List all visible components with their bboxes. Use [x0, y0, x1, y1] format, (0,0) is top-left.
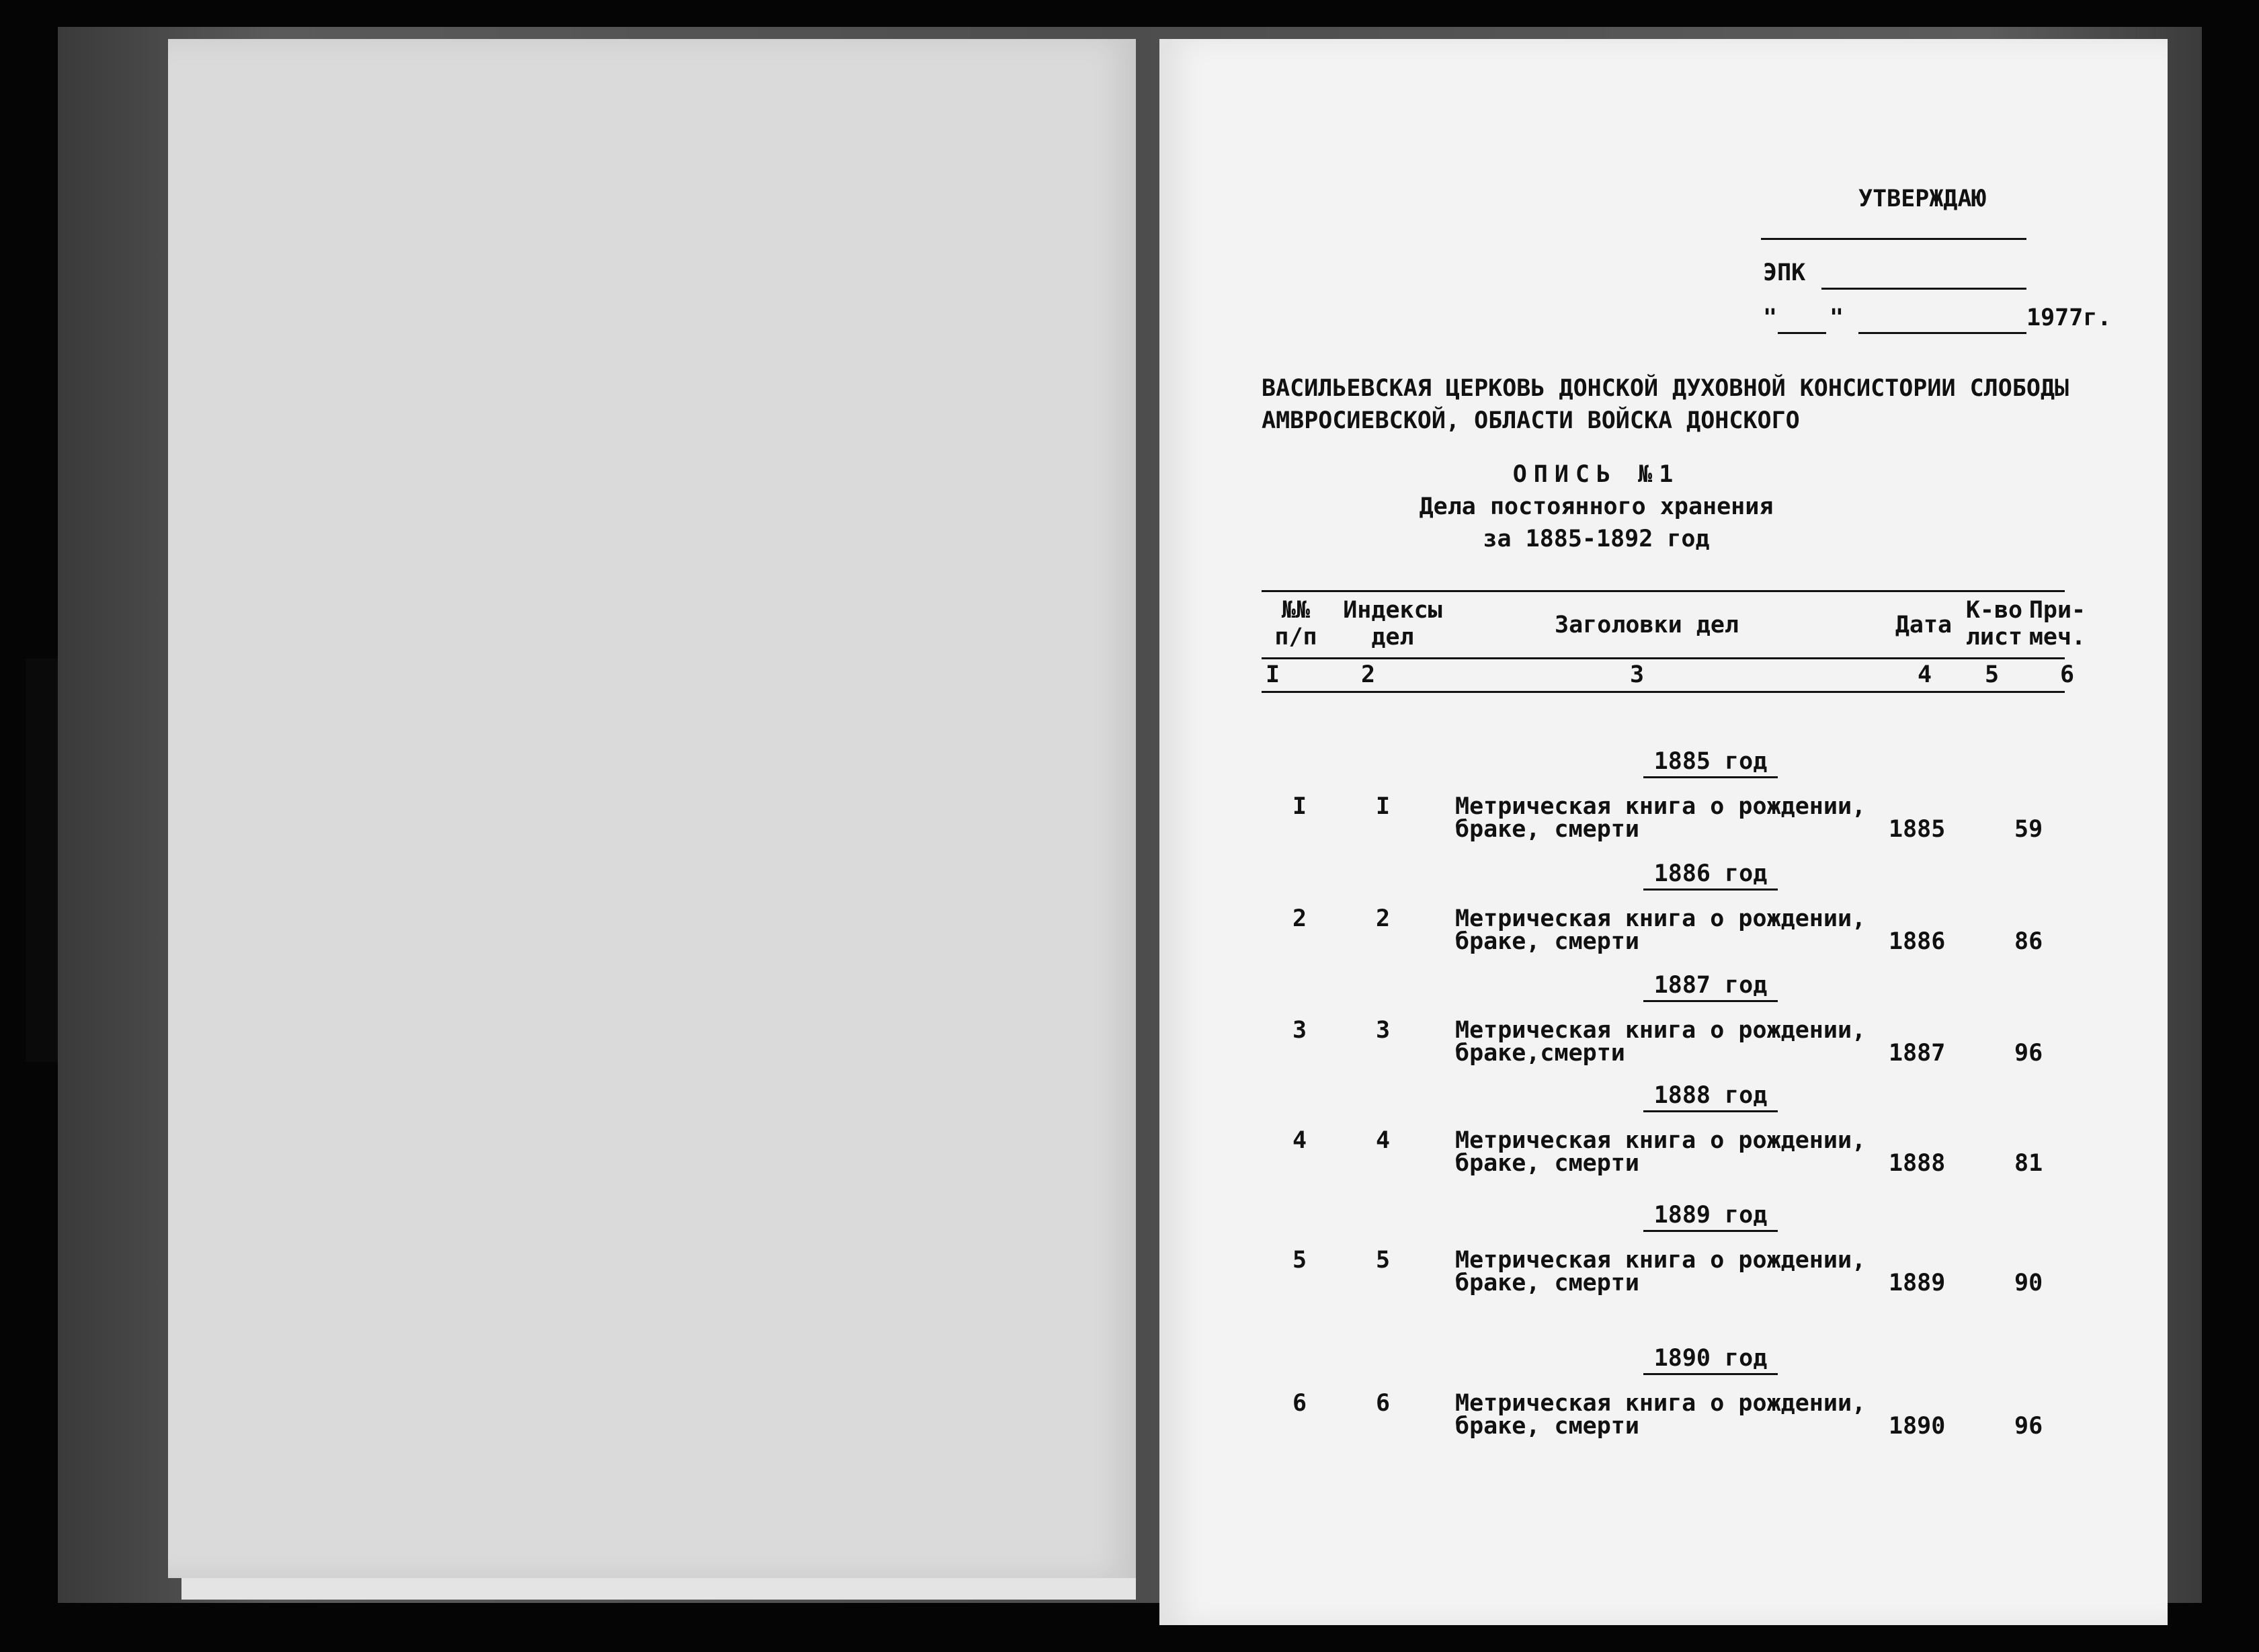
year-heading: 1887 год — [1653, 972, 1768, 999]
row-index: I — [1376, 793, 1391, 820]
col-header-notes: При- меч. — [2028, 597, 2086, 651]
approval-org-line — [1821, 288, 2026, 290]
row-title-line-1: Метрическая книга о рождении, — [1455, 1017, 1866, 1044]
row-index: 6 — [1376, 1390, 1391, 1417]
row-number: 3 — [1292, 1017, 1307, 1044]
row-index: 3 — [1376, 1017, 1391, 1044]
col-number-6: 6 — [2060, 661, 2075, 688]
row-index: 4 — [1376, 1127, 1391, 1154]
year-heading: 1888 год — [1653, 1082, 1768, 1109]
header-line-1: ВАСИЛЬЕВСКАЯ ЦЕРКОВЬ ДОНСКОЙ ДУХОВНОЙ КОНСИСТОРИИ СЛОБОДЫ — [1262, 375, 2069, 402]
col-header-index: Индексы дел — [1343, 597, 1442, 651]
row-title-line-2: браке,смерти — [1455, 1040, 1625, 1067]
col-header-sheets: К-во лист — [1965, 597, 2023, 651]
col-number-2: 2 — [1361, 661, 1376, 688]
row-date: 1890 — [1889, 1413, 1946, 1440]
year-heading-underline — [1643, 1110, 1778, 1112]
year-heading-underline — [1643, 1373, 1778, 1375]
row-number: I — [1292, 793, 1307, 820]
row-title-line-2: браке, смерти — [1455, 1270, 1639, 1296]
row-sheets: 96 — [2014, 1040, 2043, 1067]
inventory-title: ОПИСЬ №1 — [1512, 461, 1680, 488]
row-title-line-1: Метрическая книга о рождении, — [1455, 793, 1866, 820]
approval-year: 1977г. — [2026, 304, 2112, 331]
row-title-line-1: Метрическая книга о рождении, — [1455, 905, 1866, 932]
row-title-line-1: Метрическая книга о рождении, — [1455, 1390, 1866, 1417]
row-title-line-2: браке, смерти — [1455, 816, 1639, 843]
table-top-rule — [1262, 590, 2065, 592]
row-index: 2 — [1376, 905, 1391, 932]
approval-org: ЭПК — [1763, 259, 1806, 286]
row-sheets: 86 — [2014, 928, 2043, 955]
year-heading: 1885 год — [1653, 748, 1768, 775]
table-numbers-rule — [1262, 691, 2065, 693]
header-line-2: АМВРОСИЕВСКОЙ, ОБЛАСТИ ВОЙСКА ДОНСКОГО — [1262, 407, 1800, 434]
row-date: 1889 — [1889, 1270, 1946, 1296]
table-header-rule — [1262, 657, 2065, 659]
row-sheets: 59 — [2014, 816, 2043, 843]
right-page — [1159, 39, 2168, 1625]
row-date: 1887 — [1889, 1040, 1946, 1067]
year-heading-underline — [1643, 1230, 1778, 1232]
row-number: 6 — [1292, 1390, 1307, 1417]
row-title-line-1: Метрическая книга о рождении, — [1455, 1127, 1866, 1154]
col-number-1: I — [1266, 661, 1280, 688]
approval-signature-line — [1761, 238, 2026, 240]
row-number: 4 — [1292, 1127, 1307, 1154]
row-number: 2 — [1292, 905, 1307, 932]
row-title-line-2: браке, смерти — [1455, 1150, 1639, 1177]
row-sheets: 81 — [2014, 1150, 2043, 1177]
year-heading: 1890 год — [1653, 1345, 1768, 1372]
approval-date-quote-open: " — [1763, 304, 1778, 331]
approval-day-line — [1778, 332, 1826, 334]
row-number: 5 — [1292, 1247, 1307, 1274]
year-heading-underline — [1643, 1000, 1778, 1002]
inventory-period: за 1885-1892 год — [1483, 526, 1710, 552]
row-date: 1885 — [1889, 816, 1946, 843]
year-heading-underline — [1643, 776, 1778, 778]
year-heading: 1886 год — [1653, 860, 1768, 887]
col-header-num: №№ п/п — [1274, 597, 1317, 651]
row-title-line-2: браке, смерти — [1455, 928, 1639, 955]
row-date: 1886 — [1889, 928, 1946, 955]
inventory-subtitle: Дела постоянного хранения — [1419, 493, 1774, 520]
left-page — [168, 39, 1136, 1578]
col-number-3: 3 — [1630, 661, 1645, 688]
approval-date-quote-close: " — [1830, 304, 1844, 331]
col-header-date: Дата — [1895, 612, 1953, 638]
row-index: 5 — [1376, 1247, 1391, 1274]
year-heading: 1889 год — [1653, 1202, 1768, 1229]
approval-title: УТВЕРЖДАЮ — [1858, 185, 1986, 212]
row-title-line-1: Метрическая книга о рождении, — [1455, 1247, 1866, 1274]
col-number-5: 5 — [1985, 661, 2000, 688]
row-sheets: 96 — [2014, 1413, 2043, 1440]
row-sheets: 90 — [2014, 1270, 2043, 1296]
approval-month-line — [1858, 332, 2026, 334]
year-heading-underline — [1643, 889, 1778, 891]
col-header-title: Заголовки дел — [1555, 612, 1739, 638]
row-date: 1888 — [1889, 1150, 1946, 1177]
row-title-line-2: браке, смерти — [1455, 1413, 1639, 1440]
col-number-4: 4 — [1918, 661, 1932, 688]
